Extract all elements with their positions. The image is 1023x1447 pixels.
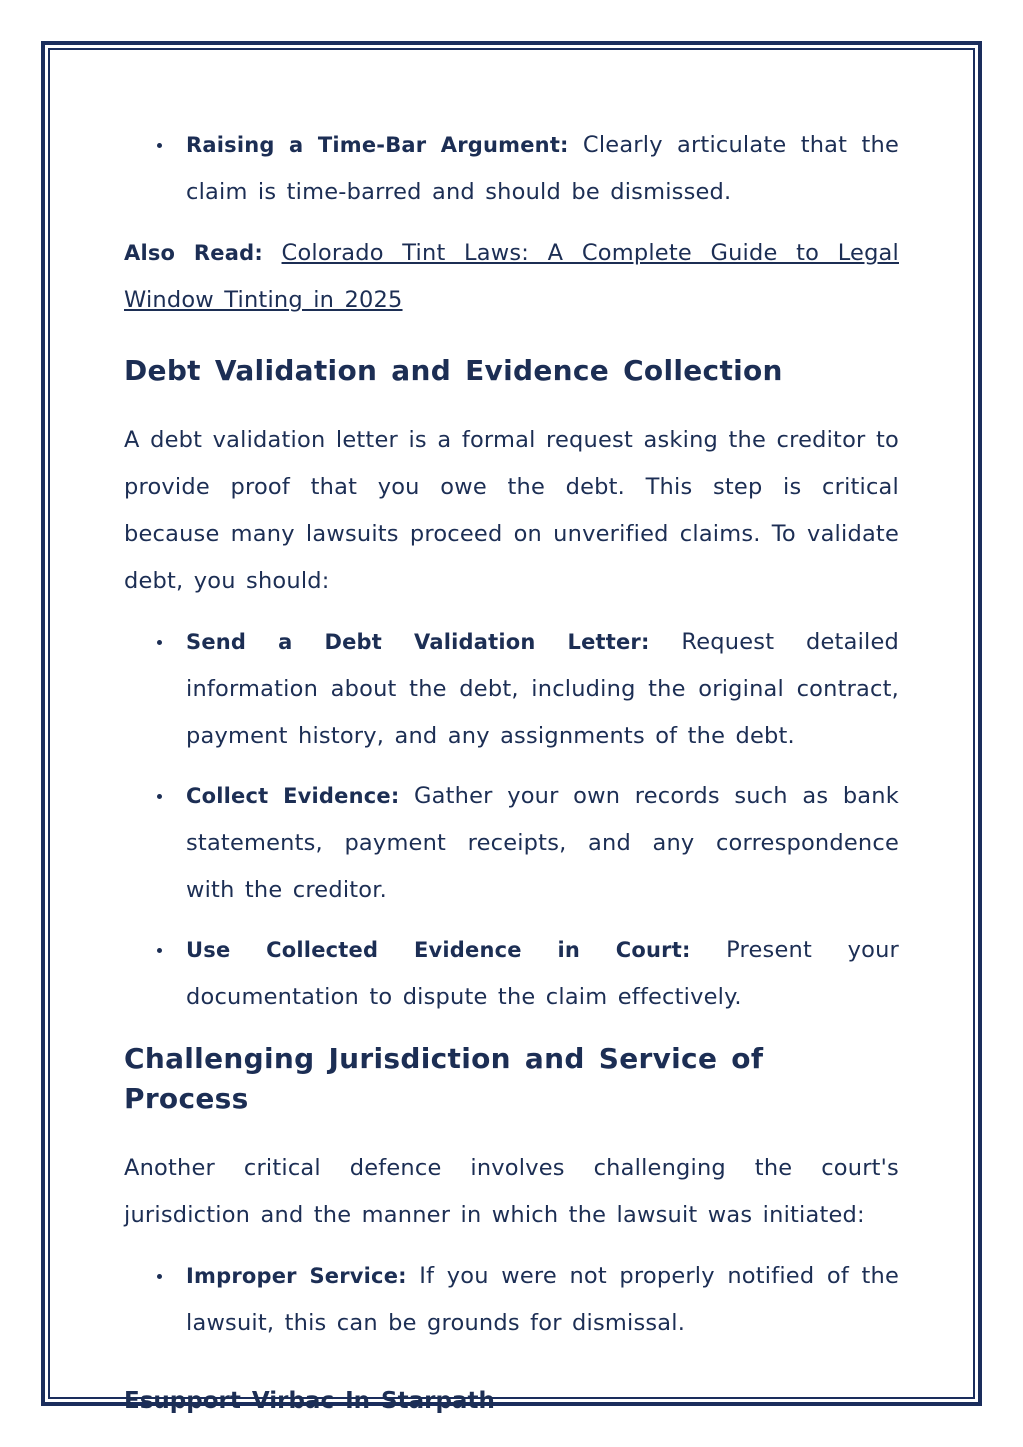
list-item-text: Present your documentation to dispute the claim effectively. (186, 937, 899, 1010)
list-item-time-bar (186, 122, 899, 216)
list-item-label: Collect Evidence: (186, 784, 400, 808)
also-read (124, 230, 899, 324)
section-heading-jurisdiction: Challenging Jurisdiction and Service of Process (124, 1042, 764, 1115)
paragraph-debt-validation: A debt validation letter is a formal request asking the creditor to provide proof that you owe the debt. This step is critical because many lawsuits proceed on unverified claims. To validate debt, you should: (124, 427, 899, 594)
paragraph-jurisdiction: Another critical defence involves challenging the court's jurisdiction and the manner in which the lawsuit was initiated: (124, 1155, 899, 1228)
footer-title: Esupport Virbac In Starpath (124, 1388, 495, 1414)
list-item-text: Clearly articulate that the claim is time-barred and should be dismissed. (186, 132, 899, 205)
list-item-text: Request detailed information about the debt, including the original contract, payment history, and any assignments of the debt. (186, 629, 899, 749)
list-item-label: Use Collected Evidence in Court: (186, 938, 691, 962)
list-item-text: If you were not properly notified of the lawsuit, this can be grounds for dismissal. (186, 1263, 899, 1336)
bullet-list-top (124, 122, 899, 216)
also-read-link[interactable]: Colorado Tint Laws: A Complete Guide to Legal Window Tinting in 2025 (124, 240, 899, 313)
document-content (124, 122, 899, 1416)
list-item-improper-service (186, 1253, 899, 1347)
list-item-label: Improper Service: (186, 1264, 407, 1288)
list-item-collect-evidence (186, 773, 899, 914)
list-item-use-evidence (186, 927, 899, 1021)
bullet-list-debt-validation (124, 619, 899, 1021)
list-item-label: Raising a Time-Bar Argument: (186, 133, 569, 157)
also-read-label: Also Read: (124, 241, 263, 265)
list-item-validation-letter (186, 619, 899, 760)
list-item-label: Send a Debt Validation Letter: (186, 630, 650, 654)
list-item-text: Gather your own records such as bank statements, payment receipts, and any correspondence with the creditor. (186, 783, 899, 903)
section-heading-debt-validation: Debt Validation and Evidence Collection (124, 354, 783, 387)
bullet-list-jurisdiction (124, 1253, 899, 1347)
